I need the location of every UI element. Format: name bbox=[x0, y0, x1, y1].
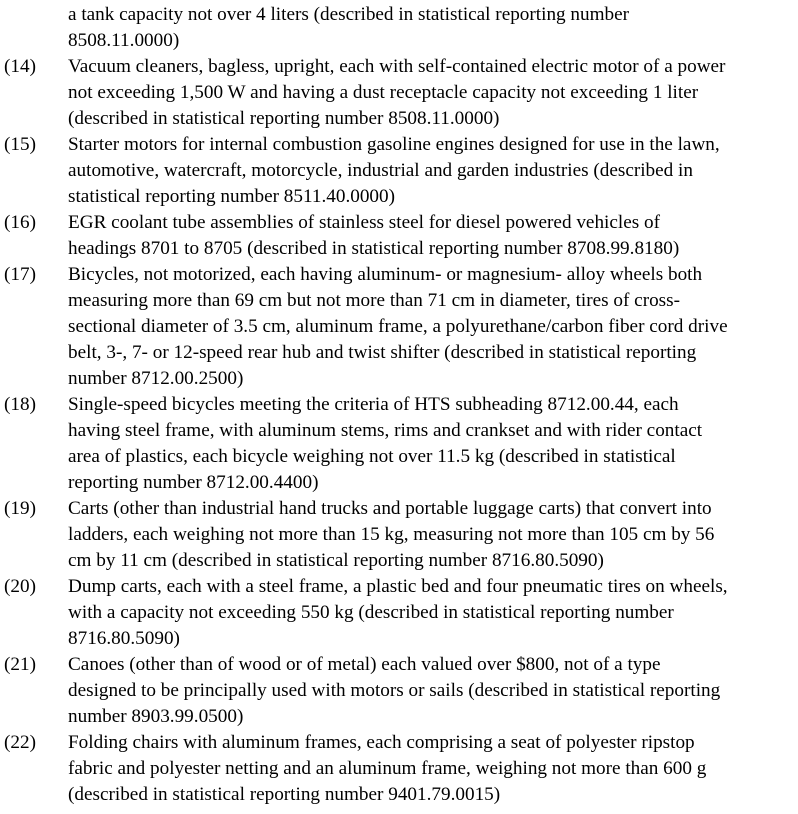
item-text-line: Folding chairs with aluminum frames, each comprising a seat of polyester ripstop bbox=[68, 732, 695, 753]
item-number: (17) bbox=[4, 264, 36, 285]
item-text-line: headings 8701 to 8705 (described in statistical reporting number 8708.99.8180) bbox=[68, 238, 680, 259]
item-number: (20) bbox=[4, 576, 36, 597]
item-number: (15) bbox=[4, 134, 36, 155]
item-text-line: cm by 11 cm (described in statistical reporting number 8716.80.5090) bbox=[68, 550, 604, 571]
item-text-line: EGR coolant tube assemblies of stainless steel for diesel powered vehicles of bbox=[68, 212, 660, 233]
item-text-line: having steel frame, with aluminum stems, rims and crankset and with rider contact bbox=[68, 420, 703, 441]
item-text-line: Canoes (other than of wood or of metal) each valued over $800, not of a type bbox=[68, 654, 661, 675]
item-text-line: Starter motors for internal combustion gasoline engines designed for use in the lawn, bbox=[68, 134, 720, 155]
item-text-line: Dump carts, each with a steel frame, a plastic bed and four pneumatic tires on wheels, bbox=[68, 576, 728, 597]
item-text-line: Bicycles, not motorized, each having aluminum- or magnesium- alloy wheels both bbox=[68, 264, 703, 285]
item-text-line: Single-speed bicycles meeting the criteria of HTS subheading 8712.00.44, each bbox=[68, 394, 679, 415]
item-number: (16) bbox=[4, 212, 36, 233]
list-item-14 bbox=[0, 54, 798, 132]
item-text-line: reporting number 8712.00.4400) bbox=[68, 472, 319, 493]
item-text-line: Vacuum cleaners, bagless, upright, each with self-contained electric motor of a power bbox=[68, 56, 726, 77]
item-text-line: ladders, each weighing not more than 15 kg, measuring not more than 105 cm by 56 bbox=[68, 524, 715, 545]
list-item-18 bbox=[0, 392, 798, 496]
list-item-19 bbox=[0, 496, 798, 574]
item-number: (21) bbox=[4, 654, 36, 675]
item-text-line: automotive, watercraft, motorcycle, industrial and garden industries (described in bbox=[68, 160, 693, 181]
item-text-line: number 8712.00.2500) bbox=[68, 368, 244, 389]
item-number: (22) bbox=[4, 732, 36, 753]
list-item-15 bbox=[0, 132, 798, 210]
item-text-line: (described in statistical reporting number 9401.79.0015) bbox=[68, 784, 501, 805]
list-item-20 bbox=[0, 574, 798, 652]
item-text-line: designed to be principally used with motors or sails (described in statistical reporting bbox=[68, 680, 721, 701]
item-text-line: Carts (other than industrial hand trucks and portable luggage carts) that convert into bbox=[68, 498, 712, 519]
item-text-line: statistical reporting number 8511.40.0000) bbox=[68, 186, 396, 207]
item-number: (14) bbox=[4, 56, 36, 77]
item-text-line: fabric and polyester netting and an aluminum frame, weighing not more than 600 g bbox=[68, 758, 707, 779]
item-text-line: not exceeding 1,500 W and having a dust receptacle capacity not exceeding 1 liter bbox=[68, 82, 699, 103]
item-text-line: with a capacity not exceeding 550 kg (described in statistical reporting number bbox=[68, 602, 674, 623]
item-text-line: belt, 3-, 7- or 12-speed rear hub and twist shifter (described in statistical reporting bbox=[68, 342, 697, 363]
item-text-line: number 8903.99.0500) bbox=[68, 706, 244, 727]
item-text-line: sectional diameter of 3.5 cm, aluminum frame, a polyurethane/carbon fiber cord drive bbox=[68, 316, 728, 337]
item-text-line: 8716.80.5090) bbox=[68, 628, 180, 649]
list-item-16 bbox=[0, 210, 798, 262]
item-text-line: area of plastics, each bicycle weighing not over 11.5 kg (described in statistical bbox=[68, 446, 676, 467]
item-number: (19) bbox=[4, 498, 36, 519]
list-item-22 bbox=[0, 730, 798, 808]
document-page bbox=[0, 2, 798, 808]
list-item-continued bbox=[0, 2, 798, 54]
item-text-line: 8508.11.0000) bbox=[68, 30, 180, 51]
list-item-17 bbox=[0, 262, 798, 392]
item-text-line: measuring more than 69 cm but not more than 71 cm in diameter, tires of cross- bbox=[68, 290, 681, 311]
item-text-line: (described in statistical reporting number 8508.11.0000) bbox=[68, 108, 500, 129]
item-number: (18) bbox=[4, 394, 36, 415]
list-item-21 bbox=[0, 652, 798, 730]
item-text-line: a tank capacity not over 4 liters (described in statistical reporting number bbox=[68, 4, 630, 25]
